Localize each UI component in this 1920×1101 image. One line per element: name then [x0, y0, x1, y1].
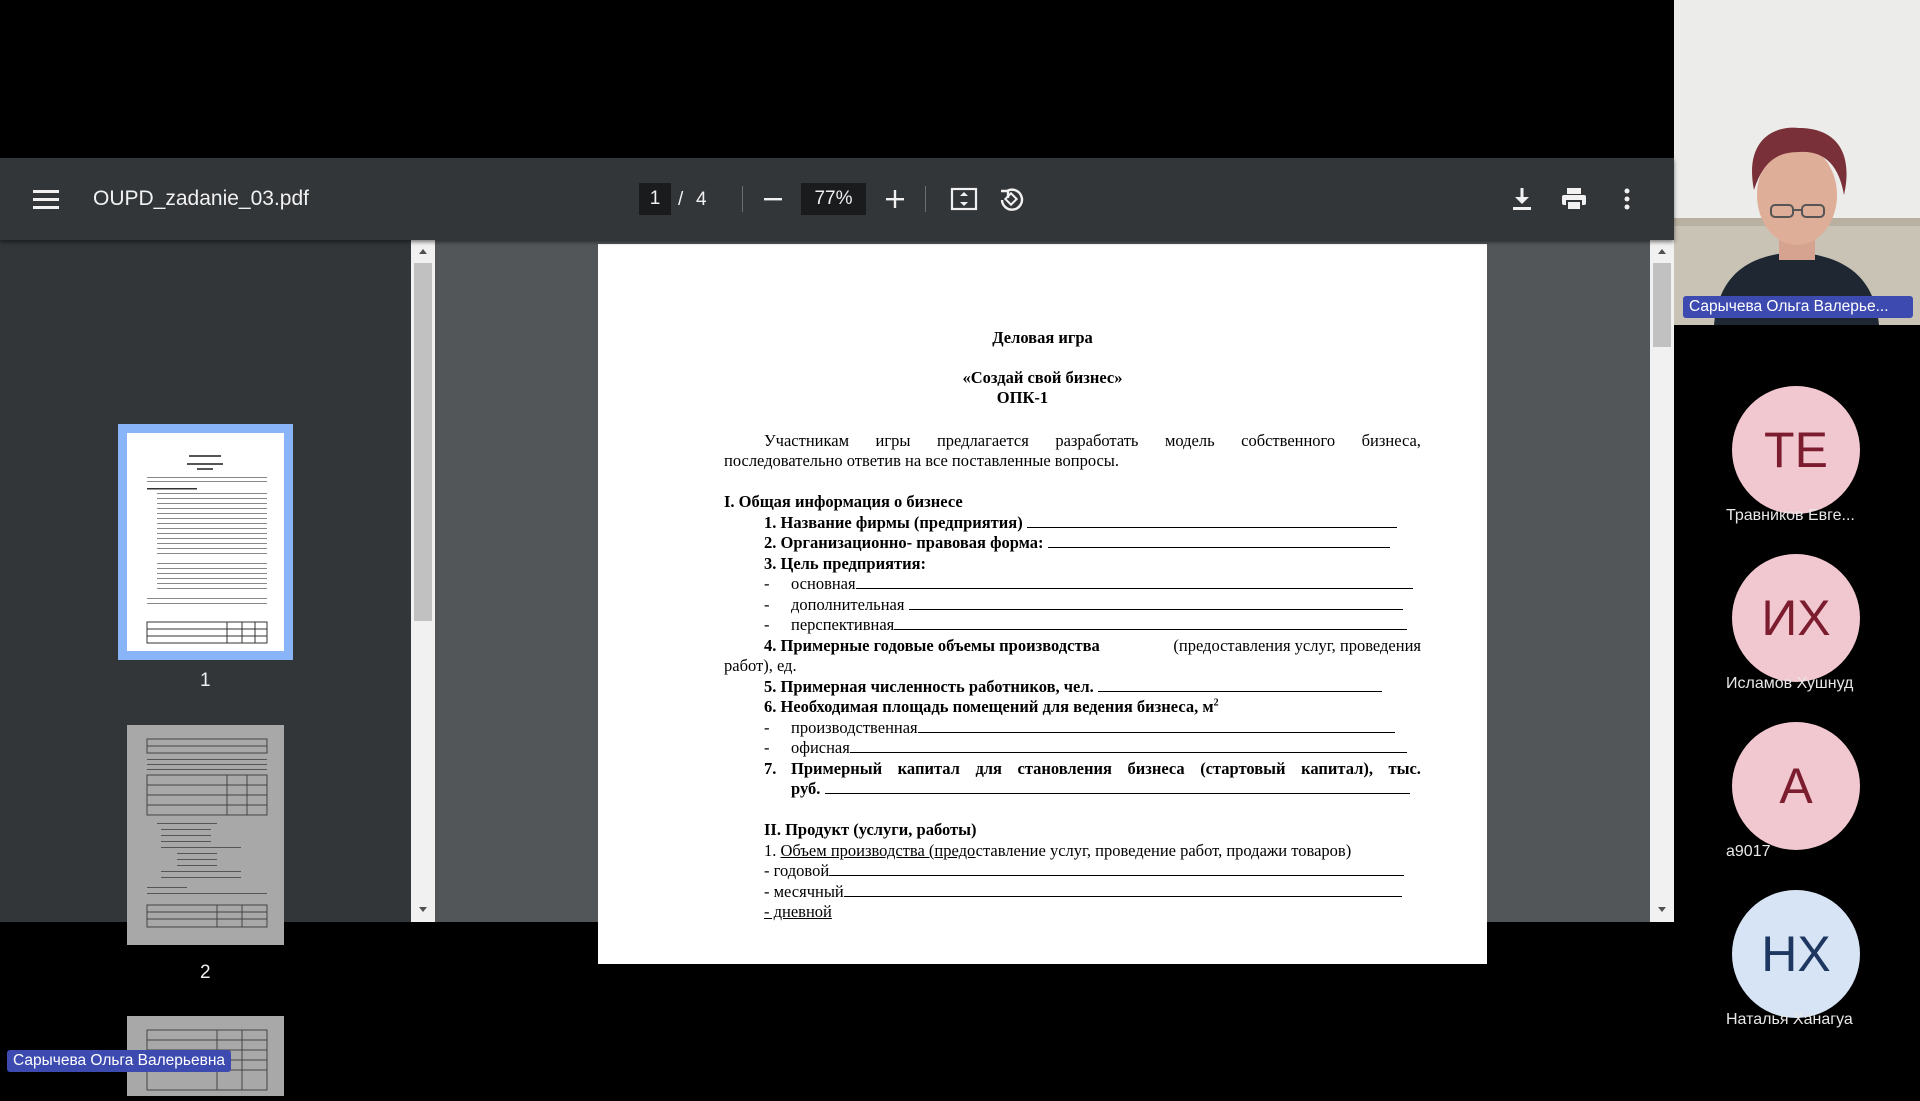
intro-word: собственного [1241, 431, 1336, 450]
screen-share-owner-label: Сарычева Ольга Валерьевна [7, 1050, 231, 1072]
doc-subtitle: «Создай свой бизнес» [962, 368, 1123, 387]
q5-label: 5. Примерная численность работников, чел. [764, 677, 1382, 697]
thumbnail-page-1[interactable] [118, 424, 293, 660]
area-office: офисная [791, 738, 1407, 758]
intro-word: Участникам [764, 431, 850, 450]
page-separator: / [678, 189, 684, 210]
thumbnail-label: 1 [200, 670, 211, 691]
area-office-dash: - [764, 738, 770, 757]
q4-line-2: работ), ед. [724, 656, 797, 675]
participant-name: Наталья Ханагуа [1726, 1011, 1853, 1028]
rotate-icon[interactable] [995, 182, 1027, 216]
q7-line-2: руб. [791, 779, 1410, 799]
participant-avatar[interactable]: ИХ [1732, 554, 1860, 682]
q4-line-1: 4. Примерные годовые объемы производства (предоставления услуг, проведения [764, 636, 1421, 655]
q7-line-1: Примерный капитал для становления бизнеса (стартовый капитал), тыс. [791, 759, 1421, 778]
goal-main-dash: - [764, 574, 770, 593]
more-vert-icon[interactable] [1614, 182, 1640, 216]
participant-avatar[interactable]: А [1732, 722, 1860, 850]
intro-word: бизнеса, [1361, 431, 1421, 450]
shared-screen [0, 158, 1674, 983]
area-prod: производственная [791, 718, 1395, 738]
p-year: - годовой [764, 861, 1404, 881]
main-scrollbar[interactable] [1650, 240, 1674, 922]
q2-label: 2. Организационно- правовая форма: [764, 533, 1390, 553]
thumbnail-sidebar [0, 240, 411, 983]
thumbnail-page-2[interactable] [127, 725, 284, 945]
participant-name: Исламов Хушнуд [1726, 675, 1854, 692]
toolbar-divider [742, 186, 743, 212]
presenter-name-label: Сарычева Ольга Валерье... [1683, 296, 1913, 318]
doc-title: Деловая игра [992, 328, 1093, 347]
pdf-page [598, 244, 1487, 964]
q6-label: 6. Необходимая площадь помещений для ведения бизнеса, $м^2$ [764, 697, 1219, 716]
print-icon[interactable] [1558, 182, 1590, 216]
p-day: - дневной [764, 902, 832, 921]
presenter-video [1674, 0, 1920, 325]
page-total: 4 [696, 189, 707, 210]
pdf-toolbar [0, 158, 1674, 240]
download-icon[interactable] [1506, 182, 1538, 216]
zoom-in-icon[interactable] [881, 184, 909, 214]
sidebar-scrollbar[interactable] [411, 240, 435, 922]
toolbar-divider [925, 186, 926, 212]
intro-line-2: последовательно ответив на все поставленные вопросы. [724, 451, 1120, 470]
intro-word: предлагается [936, 431, 1029, 450]
document-title: OUPD_zadanie_03.pdf [93, 187, 309, 210]
p1-line: 1. Объем производства (предоставление услуг, проведение работ, продажи товаров) [764, 841, 1352, 860]
q7-number: 7. [764, 759, 777, 778]
intro-line-1 [764, 431, 1421, 451]
section-1-heading: I. Общая информация о бизнесе [724, 492, 963, 511]
intro-word: модель [1164, 431, 1215, 450]
menu-icon[interactable] [30, 184, 62, 214]
zoom-out-icon[interactable] [759, 184, 787, 214]
page-number-input[interactable]: 1 [639, 183, 671, 215]
q3-label: 3. Цель предприятия: [764, 554, 927, 573]
goal-persp: перспективная [791, 615, 1407, 635]
fit-page-icon[interactable] [948, 183, 980, 215]
goal-extra-dash: - [764, 595, 770, 614]
participant-avatar[interactable]: ТЕ [1732, 386, 1860, 514]
section-2-heading: II. Продукт (услуги, работы) [764, 820, 977, 839]
doc-code: ОПК-1 [996, 388, 1049, 407]
participant-avatar[interactable]: НХ [1732, 890, 1860, 1018]
area-prod-dash: - [764, 718, 770, 737]
goal-persp-dash: - [764, 615, 770, 634]
goal-extra: дополнительная [791, 595, 1403, 615]
participant-name: a9017 [1726, 843, 1771, 860]
intro-word: разработать [1055, 431, 1139, 450]
p-month: - месячный [764, 882, 1402, 902]
presenter-video-frame [1674, 0, 1920, 325]
goal-main: основная [791, 574, 1413, 594]
zoom-level-input[interactable]: 77% [801, 183, 866, 215]
participant-name: Травников Евге... [1726, 507, 1855, 524]
q1-label: 1. Название фирмы (предприятия) [764, 513, 1397, 533]
thumbnail-label: 2 [200, 962, 211, 983]
intro-word: игры [875, 431, 911, 450]
